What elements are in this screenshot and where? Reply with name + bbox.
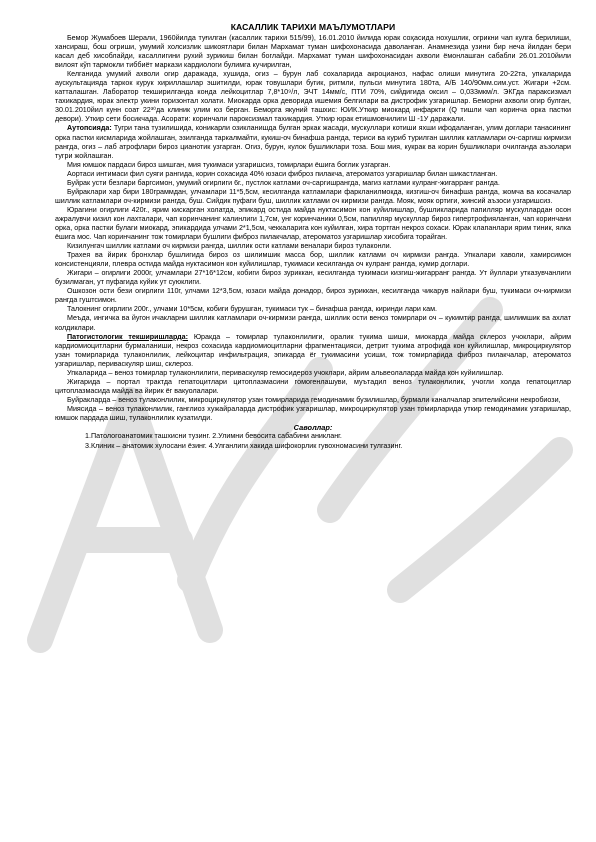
paragraph-brain-histology: Миясида – веноз тулаконлилик, ганглиоз хужайраларда дистрофик узгаришлар, микроциркулятор узан томирларида уткир гемодинамик узгаришлар, юмшок пардада шиш, тулаконлилик кузатилди. — [55, 404, 571, 422]
paragraph-anamnesis: Бемор Жумабоев Шерали, 1960йилда туғилган (касаллик тарихи 515/99), 16.01.2010 йилида юрак соҳасида ноxушлик, огрикни чап кулга берилиши, хансираш, бош огриши, умумий холсизлик шикоятлари билан Мархамат туман шифохонасида даволанган. Анамнезида узини бир неча йилдан бери касал деб хисоблайди, касаллигини рухий зурикиш билан боглайди. Мархамат туман шифохонасидан ахволи ёмонлашган сабабли 26.01.2010йили вилоят кўп тармокли тиббиёт маркази кардиологи булимга кучирилган, — [55, 34, 571, 70]
questions-title: Саволлар: — [293, 423, 333, 433]
paragraph-trachea: Трахея ва йирик бронхлар бушлигида бироз оз шилимшик масса бор, шиллик катлами оч кирмизи рангда. Упкалари хаволи, хамирсимон консистенцияли, плевра остида майда нуктасимон кон куйилишлар, тукимаси кесилганда оч кулранг рангда, кумир доглари. — [55, 251, 571, 269]
paragraph-kidneys: Буйраклари хар бири 180граммдан, улчамлари 11*5,5см, кесилганда катламлари фаркланилмокда, кизгиш-оч бинафша рангда, жомча ва косачалар шиллик катламлари оч-кирмизи рангда, буш. Сийдик пуфаги буш, шиллик катлами оч кирмизи рангда. Мояк, мояк ортиги, жинсий аъзоси узгаришсиз. — [55, 187, 571, 205]
question-line-2: 3.Клиник – анатомик хулосани ёзинг. 4.Улганлиги хакида шифокорлик гувохномасини тулгазинг. — [85, 441, 403, 450]
paragraph-aorta: Аортаси интимаси фил суяги рангида, корин сохасида 40% юзаси фиброз пилакча, атероматоз узгаришлар билан шикастланган. — [67, 169, 498, 178]
paragraph-lungs-histology: Упкаларида – веноз томирлар тулаконлилиги, периваскуляр гемосидероз учоклари, айрим альвеолаларда майда кон куйилишлар. — [67, 368, 504, 377]
autopsy-text: Тугри тана тузилишида, коникарли озикланишда булган эркак жасади, мускуллари котиши яхши ифодаланган, улим доглари танасининг орка пастки кисмларида жойлашган, эзилганда таркалмайти, кукиш-оч бинафша рангда, териси ва куриб турилган шиллик катламлари оч-саргиш кирмизи рангда, огиз – лаб атрофлари бироз цианотик узгарган. Огиз, бурун, кулок бушликлари тоза. Бош мия, кукрак ва корин бушликлари очилганда аъзолари тугри жойлашган. — [55, 124, 571, 160]
question-line-1: 1.Патологоанатомик ташхисни тузинг. 2.Улимни бевосита сабабини аникланг. — [85, 432, 342, 441]
paragraph-adrenal: Буйрак усти безлари баргсимон, умумий огирлиги 6г., пустлок катлами оч-саргишрангда, магиз катлами кулранг-жигарранг рангда. — [67, 178, 500, 187]
paragraph-pancreas: Ошкозон ости бези огирлиги 110г, улчами 12*3,5см, юзаси майда донадор, бироз зуриккан, кесилганда чикарув найлари буш, тукимаси оч-кирмизи рангда гуштсимон. — [55, 287, 571, 305]
paragraph-esophagus: Кизилунгач шиллик катлами оч кирмизи рангда, шиллик ости катлами веналари бироз тулаконли. — [67, 242, 392, 251]
document-page — [55, 22, 571, 451]
autopsy-lead: Аутопсияда: — [67, 124, 112, 133]
histology-lead: Патогистологик текширишларда: — [67, 332, 189, 341]
histology-text: Юракда – томирлар тулаконлилиги, оралик тукима шиши, миокарда майда склероз учоклари, айрим кардиомиоцитларни бурмаланиши, некроз сохасида кардиомиоцитларни фрагментацияси, детрит тукима атрофида кон куйилишлар, микроциркулятор узан томирларида тулаконлилик, лейкоцитар инфильтрация, эпикарда ёг тукимасини усиши, тож томирларида фиброз пилакчалар, атероматоз узгаришлар, периваскуляр шиш, склероз. — [55, 332, 571, 368]
paragraph-autopsy — [55, 124, 571, 160]
paragraph-liver-histology: Жигарида – портал трактда гепатоцитлари цитоплазмасини гомогенлашуви, муътадил веноз тулаконлилик, учогли холда гепатоцитлар цитоплазмасида майда ва йирик ёг вакуолалари. — [55, 377, 571, 395]
paragraph-heart: Юрагини огирлиги 420г., ярим кискарган холатда, эпикард остида майда нуктасимон кон куйилишлар, бушликларида папилляр мускуллардан осон ажралувчи кизил кон лахталари, чап коринчанинг калинлиги 1,7см, унг коринчаники 0,5см, папилляр мускуллар бироз гипертрофияланган, чап коринчани орка, орка пастки булаги миокард, эпикардида улчами 2*1,5см, чеккаларига кон куйилган, хира тортган некроз сохаси. Юрак клапанлари ярим тиник, ялка ёшига мос. Чап коринчанинг тож томирлари бушлиги фиброз пилакчалар, атероматоз узгаришлар хисобига торайган. — [55, 205, 571, 242]
paragraph-spleen: Талокнинг огирлиги 200г., улчами 10*5см, кобиги бурушган, тукимаси тук – бинафша рангда, киринди лари кам. — [67, 305, 437, 314]
paragraph-intestines: Меъда, ингичка ва йугон ичакларни шиллик катламлари оч-кирмизи рангда, шиллик ости венoз томирлари оч – кукимтир рангда, шилимшик ва ахлат колдиклари. — [55, 314, 571, 332]
paragraph-kidneys-histology: Буйракларда – веноз тулаконлилик, микроциркулятор узан томирларида гемодинамик бузилишлар, бурмали каналчалар эпителийсини некробиози, — [67, 395, 561, 404]
paragraph-admission: Келганида умумий ахволи огир даражада, хушида, огиз – бурун лаб сохаларида акроцианоз, нафас олиши минутига 20-22та, упкаларида аускультацияда таркок курук хириллашлар эшитилди, юрак товушлари бугик, ритмли, пульси минутига 180та, А/Б 140/90мм.сим.уст. Жигари +2см. катталашган. Лаборатор текширилганда конда лейкоцитлар 7,8*10⁹/л, ЭЧТ 14мм/с, ПТИ 70%, сийдигида оксил – 0,033мкм/л. ЭКГда параксизмал тахикардия, юрак электр укини горизонтал холати. Миокарда орка деворида ишемия белгилари ва дистрофик узгаришлар. Беморни ахволи огир булган, 30.01.2010йил кунн соат 22³⁰да клиник улим юз берган. Беморга якуний ташхис: ЮИК.Уткир миокард инфаркти (Q тишли чап коринча орка пастки девори). Уткир сети босикчада. Асорати: коринчали пароксизмал тахикардия. Уткир юрак етишмовчилиги Ш -1У даражали. — [55, 70, 571, 124]
paragraph-liver: Жигари – огирлиги 2000г, улчамлари 27*16*12см, кобиги бироз зуриккан, кесилганда тукимаси кизгиш-жигарранг рангда. Ут йуллари утказувчанлиги бузилмаган, ут пуфагида куйик ут суюклиги. — [55, 269, 571, 287]
paragraph-histology — [55, 333, 571, 369]
paragraph-brain: Мия юмшок пардаси бироз шишган, мия тукимаси узгаришсиз, томирлари ёшига боглик узгарган. — [67, 160, 391, 169]
document-title: КАСАЛЛИК ТАРИХИ МАЪЛУМОТЛАРИ — [230, 22, 396, 32]
